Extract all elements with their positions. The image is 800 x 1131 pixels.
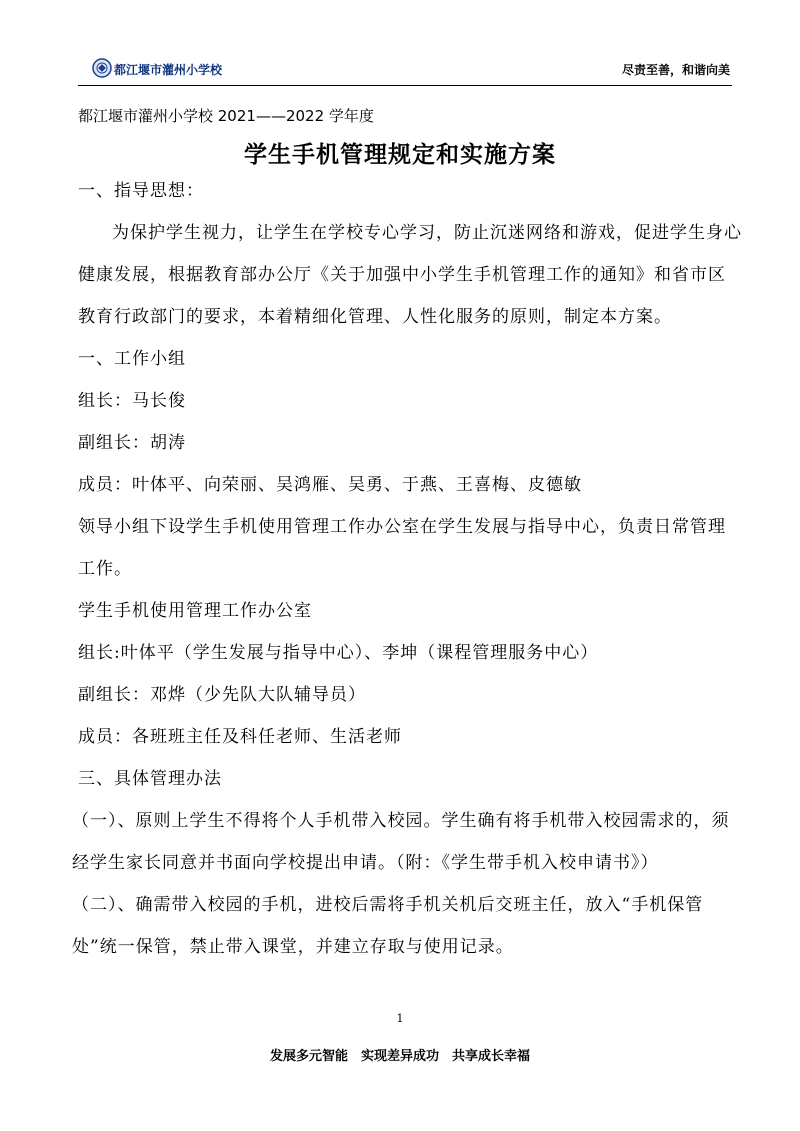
page-number: 1 bbox=[396, 1012, 404, 1025]
school-logo-icon bbox=[92, 58, 112, 78]
rule-item-2: （二）、确需带入校园的手机，进校后需将手机关机后交班主任，放入“手机保管处”统一保管，禁止带入课堂，并建立存取与使用记录。 bbox=[72, 895, 704, 957]
document-title: 学生手机管理规定和实施方案 bbox=[244, 142, 556, 168]
document-body bbox=[72, 170, 742, 968]
academic-year-line: 都江堰市灌州小学校 2021——2022 学年度 bbox=[78, 107, 374, 125]
office-description: 领导小组下设学生手机使用管理工作办公室在学生发展与指导中心，负责日常管理工作。 bbox=[78, 517, 726, 579]
page-footer-slogan: 发展多元智能 实现差异成功 共享成长幸福 bbox=[269, 1049, 530, 1064]
group-leader-line: 组长：马长俊 bbox=[78, 391, 186, 411]
office-deputy-line: 副组长：邓烨（少先队大队辅导员） bbox=[78, 685, 366, 705]
paragraph-purpose: 为保护学生视力，让学生在学校专心学习，防止沉迷网络和游戏，促进学生身心健康发展，根据教育部办公厅《关于加强中小学生手机管理工作的通知》和省市区教育行政部门的要求，本着精细化管理、人性化服务的原则，制定本方案。 bbox=[78, 223, 742, 327]
office-members-line: 成员：各班班主任及科任老师、生活老师 bbox=[78, 727, 402, 747]
section-heading-management-methods: 三、具体管理办法 bbox=[78, 769, 222, 789]
rule-item-1: （一）、原则上学生不得将个人手机带入校园。学生确有将手机带入校园需求的，须经学生家长同意并书面向学校提出申请。（附：《学生带手机入校申请书》） bbox=[72, 811, 730, 873]
header-school-name: 都江堰市灌州小学校 bbox=[114, 63, 223, 77]
office-heading: 学生手机使用管理工作办公室 bbox=[78, 601, 312, 621]
section-heading-guiding-ideology: 一、指导思想： bbox=[78, 181, 204, 201]
page-header bbox=[78, 55, 732, 86]
header-motto: 尽责至善，和谐向美 bbox=[621, 63, 730, 77]
section-heading-working-group: 一、工作小组 bbox=[78, 349, 186, 369]
members-line: 成员：叶体平、向荣丽、吴鸿雁、吴勇、于燕、王喜梅、皮德敏 bbox=[78, 475, 582, 495]
deputy-leader-line: 副组长：胡涛 bbox=[78, 433, 186, 453]
office-leader-line: 组长:叶体平（学生发展与指导中心）、李坤（课程管理服务中心） bbox=[78, 643, 599, 663]
